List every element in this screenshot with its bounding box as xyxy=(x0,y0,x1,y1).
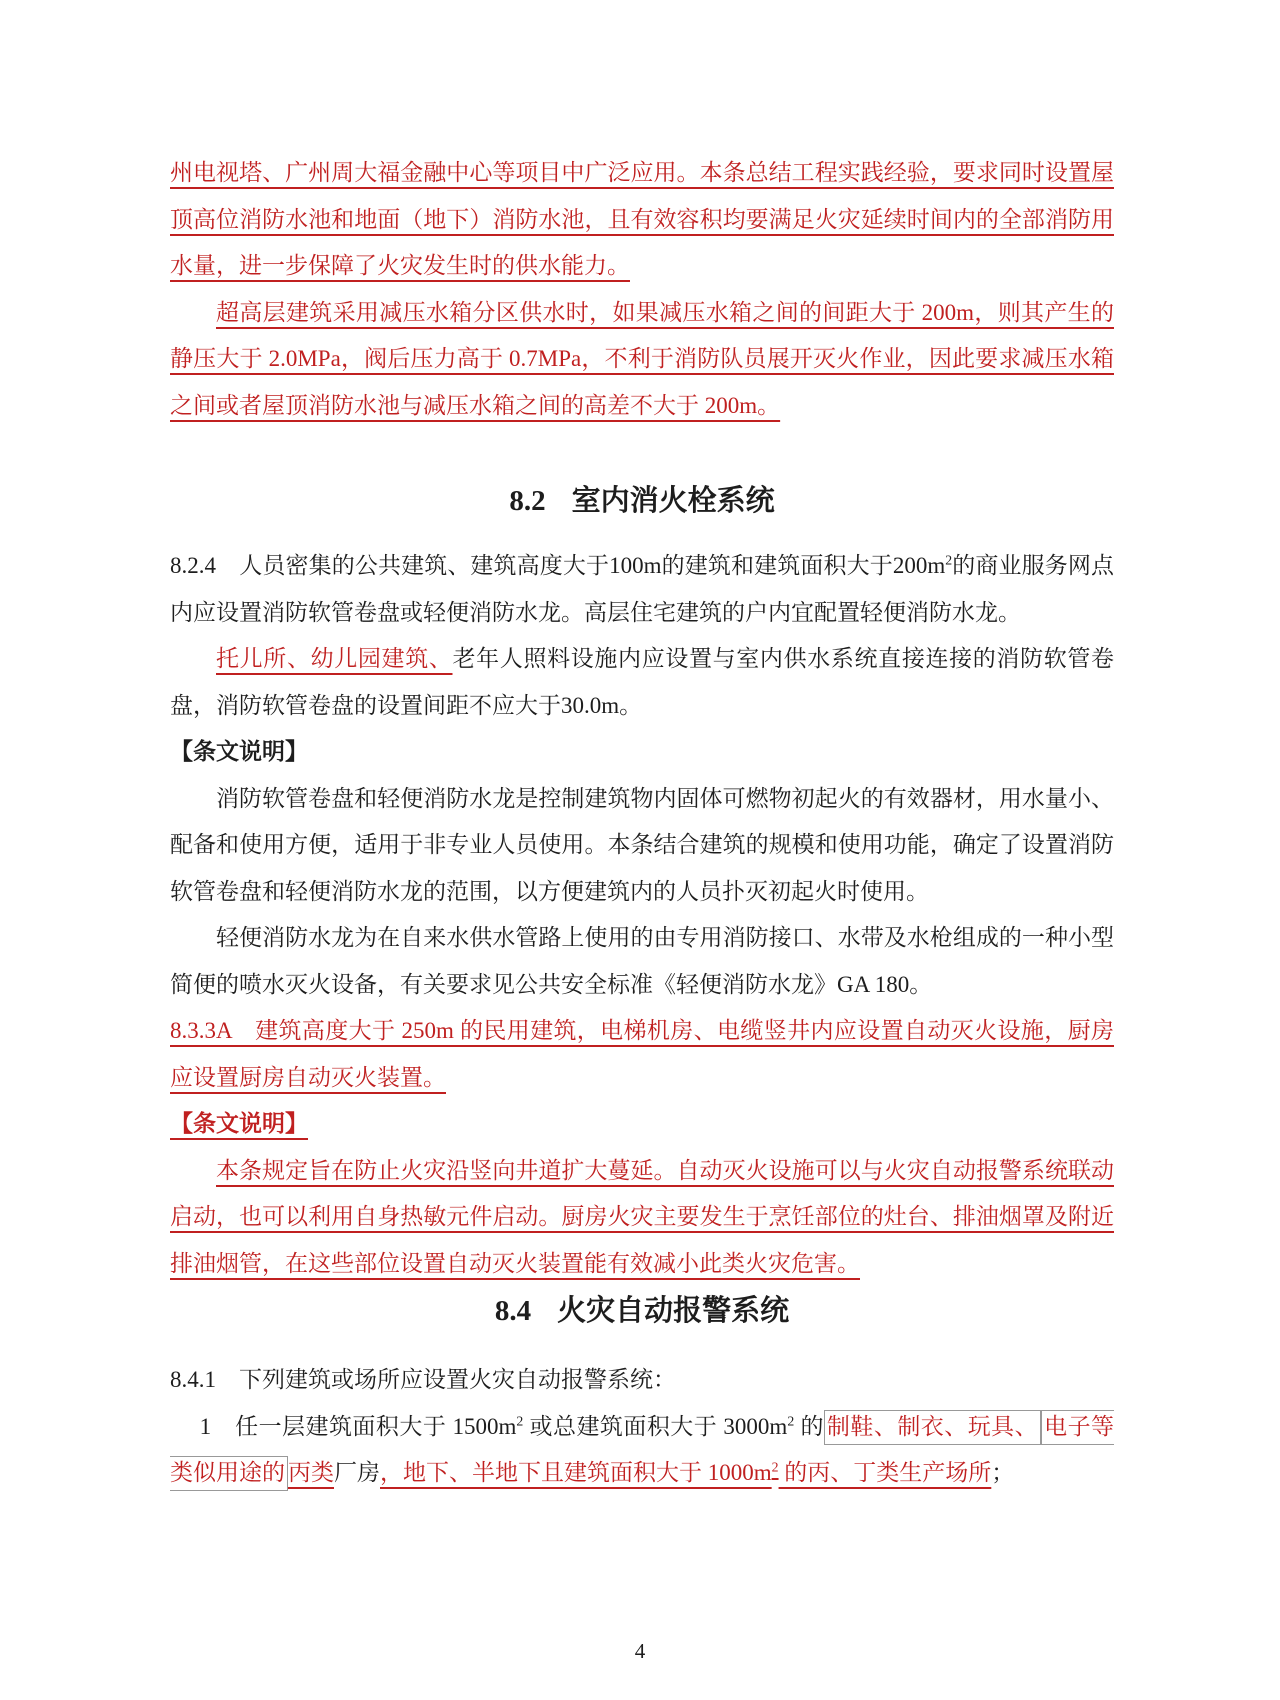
paragraph xyxy=(170,543,1114,636)
superscript: 2 xyxy=(945,552,953,568)
text-run: 的商业服务网点内应设置消防软管卷盘或轻便消防水龙。高层住宅建筑的户内宜配置轻便消防水龙。 xyxy=(170,553,1115,625)
text-run: ； xyxy=(991,1460,1015,1485)
paragraph xyxy=(170,1404,1114,1497)
paragraph xyxy=(170,636,1114,729)
superscript: 2 xyxy=(771,1459,779,1475)
page-number: 4 xyxy=(634,1639,646,1663)
text-run: 1 任一层建筑面积大于 1500m xyxy=(170,1413,517,1439)
document-content xyxy=(170,150,1114,1497)
paragraph xyxy=(170,150,1114,290)
section-heading xyxy=(170,481,1114,521)
section-number: 8.4 xyxy=(494,1295,532,1327)
paragraph xyxy=(170,290,1114,430)
text-run: 消防软管卷盘和轻便消防水龙是控制建筑物内固体可燃物初起火的有效器材，用水量小、配备和使用方便，适用于非专业人员使用。本条结合建筑的规模和使用功能，确定了设置消防软管卷盘和轻便消防水龙的范围，以方便建筑内的人员扑灭初起火时使用。 xyxy=(170,785,1114,904)
section-title: 火灾自动报警系统 xyxy=(557,1295,790,1327)
paragraph xyxy=(170,1148,1114,1288)
text-run: 丙类 xyxy=(288,1460,334,1485)
text-run: 的 xyxy=(794,1413,824,1439)
text-run: 厂房 xyxy=(334,1460,380,1485)
text-run: 的丙、丁类生产场所 xyxy=(778,1460,992,1485)
text-run: ，地下、半地下且建筑面积大于 1000m xyxy=(380,1460,772,1485)
text-run: 8.4.1 下列建筑或场所应设置火灾自动报警系统： xyxy=(170,1367,676,1392)
paragraph xyxy=(170,1101,1114,1148)
section-number: 8.2 xyxy=(509,485,546,517)
text-run: 【条文说明】 xyxy=(170,739,308,764)
superscript: 2 xyxy=(516,1412,524,1428)
paragraph xyxy=(170,1357,1114,1404)
text-run: 【条文说明】 xyxy=(170,1111,308,1136)
text-run: 州电视塔、广州周大福金融中心等项目中广泛应用。本条总结工程实践经验，要求同时设置屋顶高位消防水池和地面（地下）消防水池，且有效容积均要满足火灾延续时间内的全部消防用水量，进一步保障了火灾发生时的供水能力。 xyxy=(170,160,1114,278)
paragraph xyxy=(170,915,1114,1008)
text-run: 老年人照料设施内应设置与室内供水系统直接连接的消防软管卷盘，消防软管卷盘的设置间距不应大于30.0m。 xyxy=(170,646,1115,718)
paragraph xyxy=(170,729,1114,776)
text-run: 8.3.3A 建筑高度大于 250m 的民用建筑，电梯机房、电缆竖井内应设置自动灭火设施，厨房应设置厨房自动灭火装置。 xyxy=(170,1018,1114,1090)
superscript: 2 xyxy=(787,1412,795,1428)
text-run: 托儿所、幼儿园建筑、 xyxy=(216,646,453,671)
page-footer xyxy=(0,1636,1280,1666)
text-run: 8.2.4 人员密集的公共建筑、建筑高度大于100m的建筑和建筑面积大于200m xyxy=(170,553,946,578)
text-run: 本条规定旨在防止火灾沿竖向井道扩大蔓延。自动灭火设施可以与火灾自动报警系统联动启动，也可以利用自身热敏元件启动。厨房火灾主要发生于烹饪部位的灶台、排油烟罩及附近排油烟管，在这些部位设置自动灭火装置能有效减小此类火灾危害。 xyxy=(170,1157,1114,1276)
text-run: 轻便消防水龙为在自来水供水管路上使用的由专用消防接口、水带及水枪组成的一种小型简便的喷水灭火设备，有关要求见公共安全标准《轻便消防水龙》GA 180。 xyxy=(170,925,1114,997)
text-run: 电子等类似用途的 xyxy=(170,1410,1114,1492)
paragraph xyxy=(170,1008,1114,1101)
text-run: 超高层建筑采用减压水箱分区供水时，如果减压水箱之间的间距大于 200m，则其产生的静压大于 2.0MPa，阀后压力高于 0.7MPa，不利于消防队员展开灭火作业，因此要求减压水箱之间或者屋顶消防水池与减压水箱之间的高差不大于 200m。 xyxy=(170,299,1114,418)
text-run: 或总建筑面积大于 3000m xyxy=(523,1413,788,1439)
paragraph xyxy=(170,776,1114,916)
text-run: 制鞋、制衣、玩具、 xyxy=(824,1410,1041,1445)
section-title: 室内消火栓系统 xyxy=(571,485,775,517)
section-heading xyxy=(170,1291,1114,1331)
